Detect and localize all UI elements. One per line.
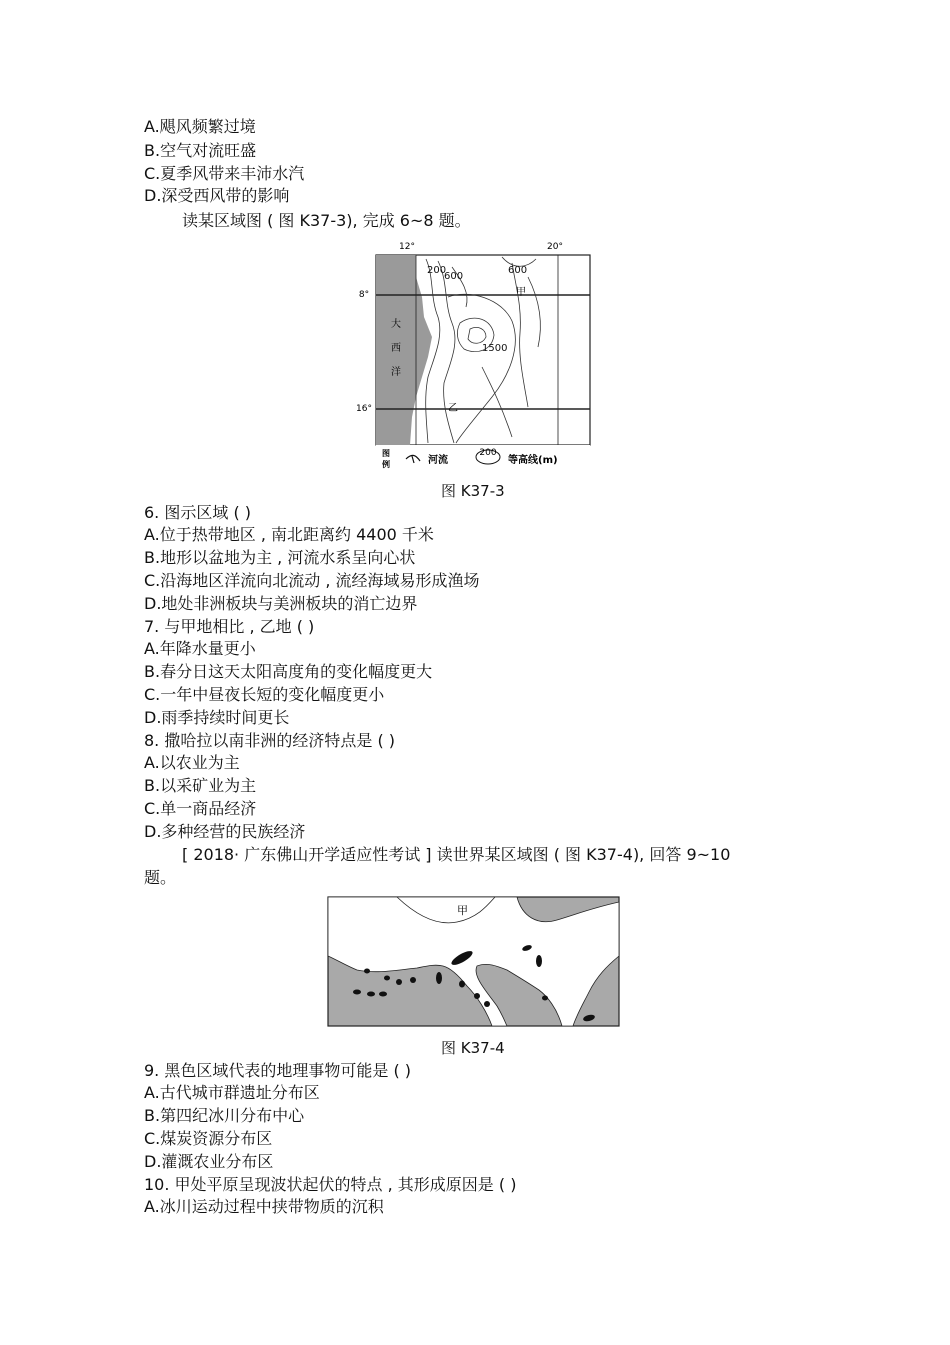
figure-caption-k37-4: 图 K37-4: [441, 1039, 505, 1057]
intro-9-10-cont: 题。: [144, 868, 177, 887]
q7-option-b: B.春分日这天太阳高度角的变化幅度更大: [144, 662, 433, 681]
q8-stem: 8. 撒哈拉以南非洲的经济特点是 ( ): [144, 731, 396, 750]
q8-option-d: D.多种经营的民族经济: [144, 822, 306, 841]
q7-option-d: D.雨季持续时间更长: [144, 708, 290, 727]
intro-6-8: 读某区域图 ( 图 K37-3), 完成 6~8 题。: [182, 211, 471, 230]
q9-stem: 9. 黑色区域代表的地理事物可能是 ( ): [144, 1061, 412, 1080]
q6-stem: 6. 图示区域 ( ): [144, 503, 252, 522]
intro-9-10: [ 2018· 广东佛山开学适应性考试 ] 读世界某区域图 ( 图 K37-4), 回答 9~10: [182, 845, 731, 864]
lon-label-left: 12°: [399, 242, 415, 252]
q8-option-a: A.以农业为主: [144, 753, 240, 772]
q5-option-d: D.深受西风带的影响: [144, 186, 290, 205]
q9-option-d: D.灌溉农业分布区: [144, 1152, 274, 1171]
black-region: [384, 976, 390, 981]
map-k37-3: [352, 237, 592, 471]
place-jia: 甲: [457, 904, 468, 917]
contour-label-600-east: 600: [508, 265, 528, 276]
ocean-label-2: 西: [391, 343, 401, 354]
q6-option-b: B.地形以盆地为主 , 河流水系呈向心状: [144, 548, 416, 567]
black-region: [536, 955, 542, 967]
q5-option-a: A.飓风频繁过境: [144, 117, 256, 136]
q10-option-a: A.冰川运动过程中挟带物质的沉积: [144, 1197, 384, 1216]
black-region: [410, 977, 416, 983]
black-region: [436, 972, 442, 984]
black-region: [379, 992, 387, 997]
black-region: [367, 992, 375, 997]
ocean-label-1: 大: [391, 319, 401, 330]
black-region: [353, 990, 361, 995]
q8-option-b: B.以采矿业为主: [144, 776, 257, 795]
black-region: [542, 996, 548, 1001]
q9-option-a: A.古代城市群遗址分布区: [144, 1083, 320, 1102]
lon-label-right: 20°: [547, 242, 563, 252]
legend-river-label: 河流: [428, 455, 448, 466]
q6-option-d: D.地处非洲板块与美洲板块的消亡边界: [144, 594, 418, 613]
q9-option-c: C.煤炭资源分布区: [144, 1129, 273, 1148]
q6-option-c: C.沿海地区洋流向北流动 , 流经海域易形成渔场: [144, 571, 480, 590]
legend-title-1: 图: [382, 449, 390, 458]
ocean-label-3: 洋: [391, 367, 401, 378]
legend-title-2: 例: [382, 460, 390, 469]
black-region: [474, 993, 480, 999]
q5-option-c: C.夏季风带来丰沛水汽: [144, 164, 305, 183]
contour-label-200: 200: [427, 265, 447, 276]
black-region: [484, 1001, 490, 1007]
black-region: [459, 981, 465, 988]
place-yi: 乙: [448, 403, 458, 414]
place-jia: 甲: [516, 287, 526, 298]
q8-option-c: C.单一商品经济: [144, 799, 257, 818]
q10-stem: 10. 甲处平原呈现波状起伏的特点 , 其形成原因是 ( ): [144, 1175, 517, 1194]
lat-label-bottom: 16°: [356, 404, 372, 414]
contour-label-600-west: 600: [444, 271, 464, 282]
lat-label-top: 8°: [358, 290, 370, 300]
q7-option-c: C.一年中昼夜长短的变化幅度更小: [144, 685, 385, 704]
contour-label-1500: 1500: [482, 343, 508, 354]
black-region: [364, 969, 370, 974]
map-k37-4: [327, 896, 620, 1027]
figure-caption-k37-3: 图 K37-3: [441, 482, 505, 500]
q7-option-a: A.年降水量更小: [144, 639, 256, 658]
black-region: [396, 979, 402, 985]
q5-option-b: B.空气对流旺盛: [144, 141, 257, 160]
q7-stem: 7. 与甲地相比 , 乙地 ( ): [144, 617, 315, 636]
q6-option-a: A.位于热带地区 , 南北距离约 4400 千米: [144, 525, 434, 544]
legend-contour-label: 等高线(m): [508, 455, 558, 466]
q9-option-b: B.第四纪冰川分布中心: [144, 1106, 305, 1125]
legend-contour-value: 200: [479, 448, 497, 458]
